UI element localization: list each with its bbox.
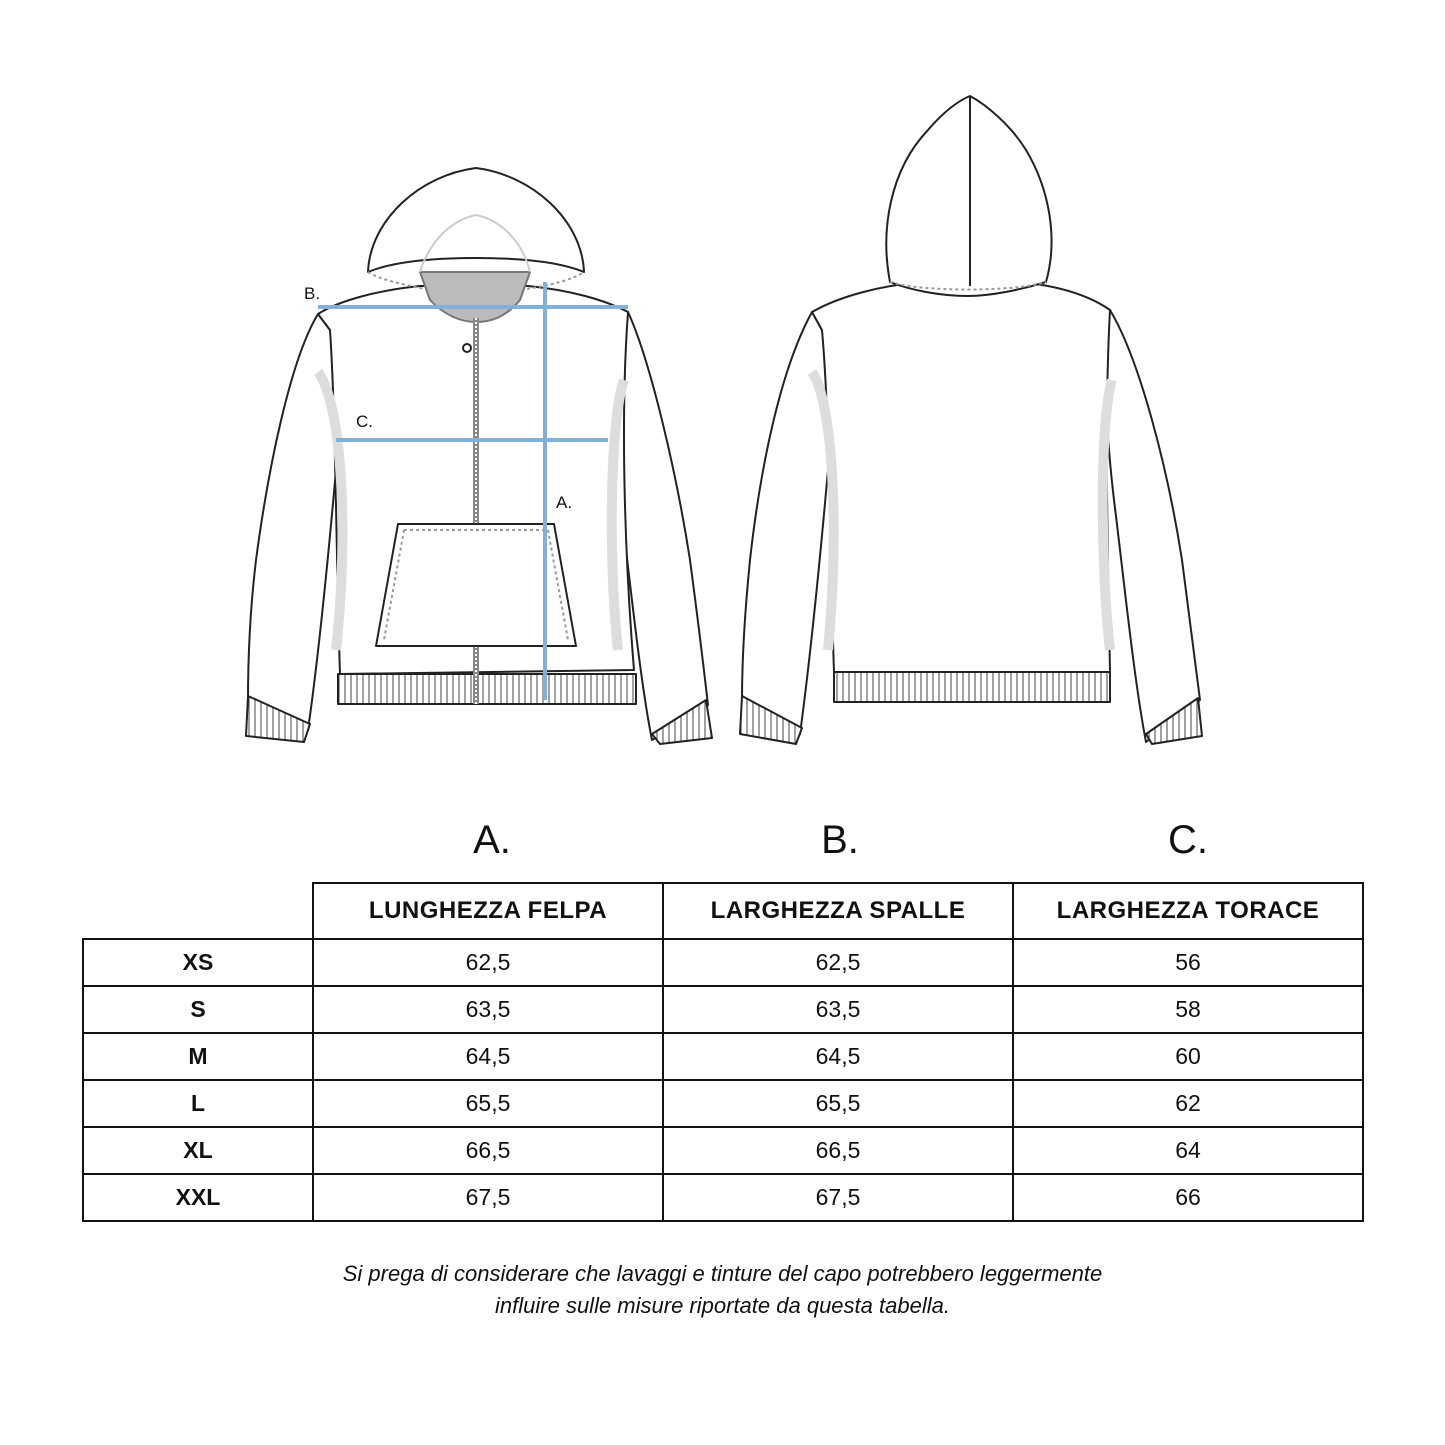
washing-note — [260, 1258, 1185, 1322]
note-line-1: Si prega di considerare che lavaggi e tinture del capo potrebbero leggermente — [342, 1261, 1103, 1286]
value-b: 67,5 — [663, 1174, 1013, 1221]
value-b: 64,5 — [663, 1033, 1013, 1080]
size-table — [82, 882, 1364, 1222]
value-c: 64 — [1013, 1127, 1363, 1174]
back-hoodie-drawing — [740, 96, 1202, 744]
header-lunghezza-felpa: LUNGHEZZA FELPA — [313, 883, 663, 939]
value-c: 60 — [1013, 1033, 1363, 1080]
value-c: 56 — [1013, 939, 1363, 986]
front-hoodie-drawing — [246, 168, 712, 744]
column-letter-a: A. — [473, 818, 511, 862]
size-label: S — [83, 986, 313, 1033]
label-b: B. — [304, 284, 321, 303]
table-corner — [83, 883, 313, 939]
column-letter-b: B. — [821, 818, 859, 862]
table-row — [83, 986, 1363, 1033]
header-larghezza-spalle: LARGHEZZA SPALLE — [663, 883, 1013, 939]
value-a: 63,5 — [313, 986, 663, 1033]
value-a: 64,5 — [313, 1033, 663, 1080]
size-label: XS — [83, 939, 313, 986]
table-row — [83, 939, 1363, 986]
value-c: 66 — [1013, 1174, 1363, 1221]
value-b: 66,5 — [663, 1127, 1013, 1174]
size-label: XL — [83, 1127, 313, 1174]
value-b: 65,5 — [663, 1080, 1013, 1127]
value-c: 58 — [1013, 986, 1363, 1033]
value-a: 67,5 — [313, 1174, 663, 1221]
header-larghezza-torace: LARGHEZZA TORACE — [1013, 883, 1363, 939]
table-row — [83, 1033, 1363, 1080]
label-a: A. — [556, 493, 573, 512]
size-label: L — [83, 1080, 313, 1127]
value-a: 62,5 — [313, 939, 663, 986]
value-b: 63,5 — [663, 986, 1013, 1033]
table-header-row — [83, 883, 1363, 939]
value-c: 62 — [1013, 1080, 1363, 1127]
label-c: C. — [356, 412, 373, 431]
table-row — [83, 1127, 1363, 1174]
table-row — [83, 1080, 1363, 1127]
size-label: XXL — [83, 1174, 313, 1221]
value-b: 62,5 — [663, 939, 1013, 986]
note-line-2: influire sulle misure riportate da questa tabella. — [495, 1293, 950, 1318]
column-letter-c: C. — [1168, 818, 1208, 862]
value-a: 65,5 — [313, 1080, 663, 1127]
size-label: M — [83, 1033, 313, 1080]
table-row — [83, 1174, 1363, 1221]
value-a: 66,5 — [313, 1127, 663, 1174]
